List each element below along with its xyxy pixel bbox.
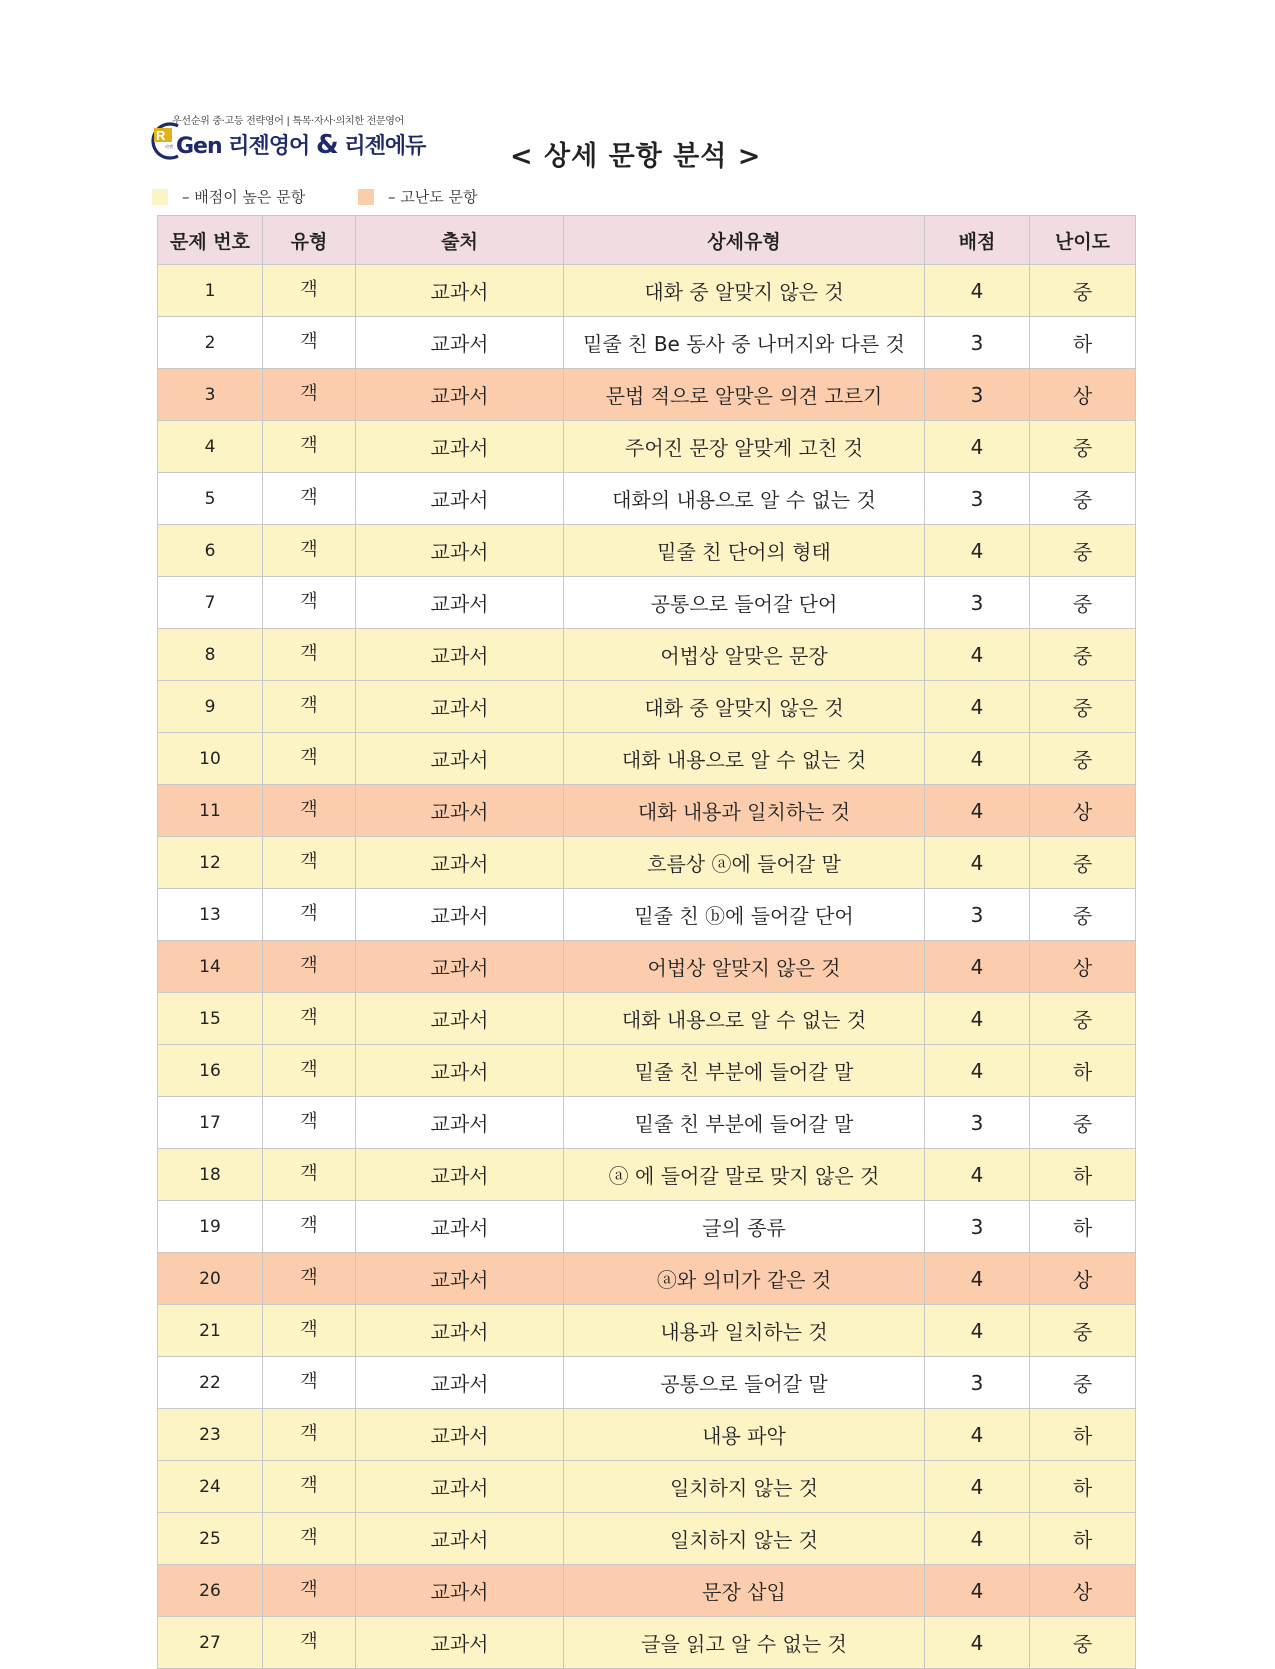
- header-detail-type: 상세유형: [564, 216, 925, 265]
- difficulty-cell: 중: [1030, 1617, 1136, 1669]
- table-row: [158, 1097, 1136, 1149]
- detail-type-cell: 밑줄 친 부분에 들어갈 말: [564, 1097, 925, 1149]
- table-row: [158, 1357, 1136, 1409]
- type-cell: 객: [263, 1045, 356, 1097]
- type-cell: 객: [263, 577, 356, 629]
- source-cell: 교과서: [356, 941, 564, 993]
- detail-type-cell: 글의 종류: [564, 1201, 925, 1253]
- detail-type-cell: 밑줄 친 단어의 형태: [564, 525, 925, 577]
- source-cell: 교과서: [356, 1357, 564, 1409]
- logo-brand-main: Gen 리젠영어: [176, 134, 310, 159]
- table-row: [158, 473, 1136, 525]
- difficulty-cell: 하: [1030, 1513, 1136, 1565]
- header-difficulty: 난이도: [1030, 216, 1136, 265]
- table-row: [158, 993, 1136, 1045]
- difficulty-cell: 중: [1030, 525, 1136, 577]
- score-cell: 4: [925, 1513, 1030, 1565]
- header-question-no: 문제 번호: [158, 216, 263, 265]
- logo-brand: [176, 129, 425, 160]
- score-cell: 4: [925, 837, 1030, 889]
- table-row: [158, 265, 1136, 317]
- question-no-cell: 24: [158, 1461, 263, 1513]
- source-cell: 교과서: [356, 1253, 564, 1305]
- score-cell: 3: [925, 473, 1030, 525]
- score-cell: 4: [925, 1253, 1030, 1305]
- detail-type-cell: 대화 중 알맞지 않은 것: [564, 681, 925, 733]
- question-no-cell: 26: [158, 1565, 263, 1617]
- detail-type-cell: 어법상 알맞은 문장: [564, 629, 925, 681]
- question-no-cell: 8: [158, 629, 263, 681]
- type-cell: 객: [263, 1253, 356, 1305]
- question-no-cell: 4: [158, 421, 263, 473]
- table-header-row: [158, 216, 1136, 265]
- question-no-cell: 15: [158, 993, 263, 1045]
- table-row: [158, 1565, 1136, 1617]
- score-cell: 4: [925, 1409, 1030, 1461]
- type-cell: 객: [263, 369, 356, 421]
- difficulty-cell: 중: [1030, 577, 1136, 629]
- question-no-cell: 22: [158, 1357, 263, 1409]
- detail-type-cell: 흐름상 ⓐ에 들어갈 말: [564, 837, 925, 889]
- detail-type-cell: 대화 중 알맞지 않은 것: [564, 265, 925, 317]
- difficulty-cell: 하: [1030, 1149, 1136, 1201]
- difficulty-cell: 중: [1030, 421, 1136, 473]
- difficulty-cell: 상: [1030, 785, 1136, 837]
- table-row: [158, 629, 1136, 681]
- detail-type-cell: 공통으로 들어갈 말: [564, 1357, 925, 1409]
- question-no-cell: 25: [158, 1513, 263, 1565]
- type-cell: 객: [263, 317, 356, 369]
- question-no-cell: 13: [158, 889, 263, 941]
- header-type: 유형: [263, 216, 356, 265]
- table-row: [158, 941, 1136, 993]
- question-no-cell: 21: [158, 1305, 263, 1357]
- source-cell: 교과서: [356, 1149, 564, 1201]
- score-cell: 4: [925, 785, 1030, 837]
- type-cell: 객: [263, 1565, 356, 1617]
- type-cell: 객: [263, 837, 356, 889]
- table-row: [158, 577, 1136, 629]
- difficulty-cell: 하: [1030, 317, 1136, 369]
- table-row: [158, 525, 1136, 577]
- source-cell: 교과서: [356, 1565, 564, 1617]
- score-cell: 3: [925, 889, 1030, 941]
- source-cell: 교과서: [356, 1617, 564, 1669]
- difficulty-cell: 중: [1030, 265, 1136, 317]
- page-title: < 상세 문항 분석 >: [510, 141, 762, 172]
- difficulty-cell: 중: [1030, 473, 1136, 525]
- table-row: [158, 1513, 1136, 1565]
- detail-type-cell: 일치하지 않는 것: [564, 1461, 925, 1513]
- difficulty-cell: 하: [1030, 1461, 1136, 1513]
- score-cell: 3: [925, 577, 1030, 629]
- detail-type-cell: 어법상 알맞지 않은 것: [564, 941, 925, 993]
- detail-type-cell: 내용 파악: [564, 1409, 925, 1461]
- type-cell: 객: [263, 265, 356, 317]
- question-no-cell: 14: [158, 941, 263, 993]
- detail-type-cell: 밑줄 친 Be 동사 중 나머지와 다른 것: [564, 317, 925, 369]
- type-cell: 객: [263, 941, 356, 993]
- source-cell: 교과서: [356, 733, 564, 785]
- type-cell: 객: [263, 421, 356, 473]
- score-cell: 4: [925, 421, 1030, 473]
- detail-type-cell: 대화 내용으로 알 수 없는 것: [564, 993, 925, 1045]
- question-no-cell: 27: [158, 1617, 263, 1669]
- type-cell: 객: [263, 1357, 356, 1409]
- table-row: [158, 681, 1136, 733]
- source-cell: 교과서: [356, 473, 564, 525]
- detail-type-cell: 글을 읽고 알 수 없는 것: [564, 1617, 925, 1669]
- score-cell: 4: [925, 733, 1030, 785]
- table-row: [158, 1617, 1136, 1669]
- svg-text:R: R: [156, 128, 166, 143]
- source-cell: 교과서: [356, 681, 564, 733]
- score-cell: 4: [925, 1045, 1030, 1097]
- question-no-cell: 7: [158, 577, 263, 629]
- table-row: [158, 837, 1136, 889]
- source-cell: 교과서: [356, 785, 564, 837]
- difficulty-cell: 중: [1030, 1305, 1136, 1357]
- source-cell: 교과서: [356, 1097, 564, 1149]
- score-cell: 4: [925, 1305, 1030, 1357]
- source-cell: 교과서: [356, 317, 564, 369]
- type-cell: 객: [263, 525, 356, 577]
- difficulty-cell: 중: [1030, 681, 1136, 733]
- question-no-cell: 18: [158, 1149, 263, 1201]
- difficulty-cell: 중: [1030, 889, 1136, 941]
- header-score: 배점: [925, 216, 1030, 265]
- table-row: [158, 1045, 1136, 1097]
- table-row: [158, 1409, 1136, 1461]
- score-cell: 4: [925, 629, 1030, 681]
- type-cell: 객: [263, 889, 356, 941]
- score-cell: 4: [925, 1617, 1030, 1669]
- table-row: [158, 733, 1136, 785]
- table-row: [158, 1253, 1136, 1305]
- logo-brand-amp: &: [315, 130, 338, 160]
- score-cell: 3: [925, 1097, 1030, 1149]
- difficulty-cell: 상: [1030, 941, 1136, 993]
- detail-type-cell: 문법 적으로 알맞은 의견 고르기: [564, 369, 925, 421]
- type-cell: 객: [263, 1201, 356, 1253]
- source-cell: 교과서: [356, 1305, 564, 1357]
- difficulty-cell: 중: [1030, 733, 1136, 785]
- score-cell: 3: [925, 317, 1030, 369]
- header-source: 출처: [356, 216, 564, 265]
- type-cell: 객: [263, 1461, 356, 1513]
- question-no-cell: 3: [158, 369, 263, 421]
- detail-type-cell: 내용과 일치하는 것: [564, 1305, 925, 1357]
- source-cell: 교과서: [356, 1461, 564, 1513]
- difficulty-cell: 중: [1030, 993, 1136, 1045]
- type-cell: 객: [263, 681, 356, 733]
- source-cell: 교과서: [356, 421, 564, 473]
- detail-type-cell: ⓐ 에 들어갈 말로 맞지 않은 것: [564, 1149, 925, 1201]
- type-cell: 객: [263, 733, 356, 785]
- score-cell: 3: [925, 1357, 1030, 1409]
- type-cell: 객: [263, 1149, 356, 1201]
- detail-type-cell: ⓐ와 의미가 같은 것: [564, 1253, 925, 1305]
- detail-type-cell: 대화의 내용으로 알 수 없는 것: [564, 473, 925, 525]
- question-no-cell: 16: [158, 1045, 263, 1097]
- question-no-cell: 23: [158, 1409, 263, 1461]
- score-cell: 3: [925, 1201, 1030, 1253]
- difficulty-cell: 하: [1030, 1201, 1136, 1253]
- difficulty-cell: 중: [1030, 1357, 1136, 1409]
- table-row: [158, 369, 1136, 421]
- score-cell: 4: [925, 941, 1030, 993]
- type-cell: 객: [263, 1617, 356, 1669]
- table-row: [158, 785, 1136, 837]
- difficulty-cell: 상: [1030, 369, 1136, 421]
- question-no-cell: 9: [158, 681, 263, 733]
- source-cell: 교과서: [356, 369, 564, 421]
- question-no-cell: 12: [158, 837, 263, 889]
- difficulty-cell: 중: [1030, 837, 1136, 889]
- difficulty-cell: 중: [1030, 1097, 1136, 1149]
- type-cell: 객: [263, 785, 356, 837]
- question-no-cell: 6: [158, 525, 263, 577]
- table-row: [158, 317, 1136, 369]
- detail-type-cell: 문장 삽입: [564, 1565, 925, 1617]
- table-body: [158, 265, 1136, 1669]
- legend-hard-label: – 고난도 문항: [388, 188, 478, 206]
- svg-text:리젠: 리젠: [165, 144, 173, 149]
- question-no-cell: 1: [158, 265, 263, 317]
- question-analysis-table: [157, 215, 1136, 1669]
- question-no-cell: 20: [158, 1253, 263, 1305]
- detail-type-cell: 대화 내용으로 알 수 없는 것: [564, 733, 925, 785]
- source-cell: 교과서: [356, 629, 564, 681]
- table-row: [158, 1461, 1136, 1513]
- legend-hard: [358, 186, 478, 207]
- type-cell: 객: [263, 993, 356, 1045]
- detail-type-cell: 밑줄 친 ⓑ에 들어갈 단어: [564, 889, 925, 941]
- table-row: [158, 421, 1136, 473]
- legend-high-score-swatch: [152, 189, 168, 205]
- question-no-cell: 17: [158, 1097, 263, 1149]
- difficulty-cell: 상: [1030, 1565, 1136, 1617]
- logo-tagline: 우선순위 중·고등 전략영어 | 특목·자사·의치한 전문영어: [172, 116, 405, 127]
- question-no-cell: 11: [158, 785, 263, 837]
- type-cell: 객: [263, 1409, 356, 1461]
- source-cell: 교과서: [356, 889, 564, 941]
- type-cell: 객: [263, 1305, 356, 1357]
- difficulty-cell: 상: [1030, 1253, 1136, 1305]
- table-row: [158, 889, 1136, 941]
- difficulty-cell: 하: [1030, 1409, 1136, 1461]
- source-cell: 교과서: [356, 837, 564, 889]
- score-cell: 4: [925, 265, 1030, 317]
- table-row: [158, 1149, 1136, 1201]
- source-cell: 교과서: [356, 525, 564, 577]
- brand-logo: [148, 112, 426, 162]
- type-cell: 객: [263, 1097, 356, 1149]
- score-cell: 4: [925, 1149, 1030, 1201]
- table-row: [158, 1201, 1136, 1253]
- score-cell: 4: [925, 1565, 1030, 1617]
- question-no-cell: 10: [158, 733, 263, 785]
- source-cell: 교과서: [356, 265, 564, 317]
- logo-brand-sub: 리젠에듀: [344, 134, 426, 159]
- detail-type-cell: 주어진 문장 알맞게 고친 것: [564, 421, 925, 473]
- score-cell: 4: [925, 1461, 1030, 1513]
- score-cell: 3: [925, 369, 1030, 421]
- difficulty-cell: 하: [1030, 1045, 1136, 1097]
- legend-high-score: [152, 186, 305, 207]
- detail-type-cell: 대화 내용과 일치하는 것: [564, 785, 925, 837]
- question-no-cell: 19: [158, 1201, 263, 1253]
- detail-type-cell: 공통으로 들어갈 단어: [564, 577, 925, 629]
- detail-type-cell: 밑줄 친 부분에 들어갈 말: [564, 1045, 925, 1097]
- source-cell: 교과서: [356, 1201, 564, 1253]
- source-cell: 교과서: [356, 993, 564, 1045]
- source-cell: 교과서: [356, 1045, 564, 1097]
- table-row: [158, 1305, 1136, 1357]
- source-cell: 교과서: [356, 1409, 564, 1461]
- source-cell: 교과서: [356, 577, 564, 629]
- legend-hard-swatch: [358, 189, 374, 205]
- type-cell: 객: [263, 1513, 356, 1565]
- score-cell: 4: [925, 993, 1030, 1045]
- type-cell: 객: [263, 473, 356, 525]
- detail-type-cell: 일치하지 않는 것: [564, 1513, 925, 1565]
- question-no-cell: 5: [158, 473, 263, 525]
- difficulty-cell: 중: [1030, 629, 1136, 681]
- source-cell: 교과서: [356, 1513, 564, 1565]
- type-cell: 객: [263, 629, 356, 681]
- question-no-cell: 2: [158, 317, 263, 369]
- legend-high-score-label: – 배점이 높은 문항: [182, 188, 306, 206]
- score-cell: 4: [925, 681, 1030, 733]
- score-cell: 4: [925, 525, 1030, 577]
